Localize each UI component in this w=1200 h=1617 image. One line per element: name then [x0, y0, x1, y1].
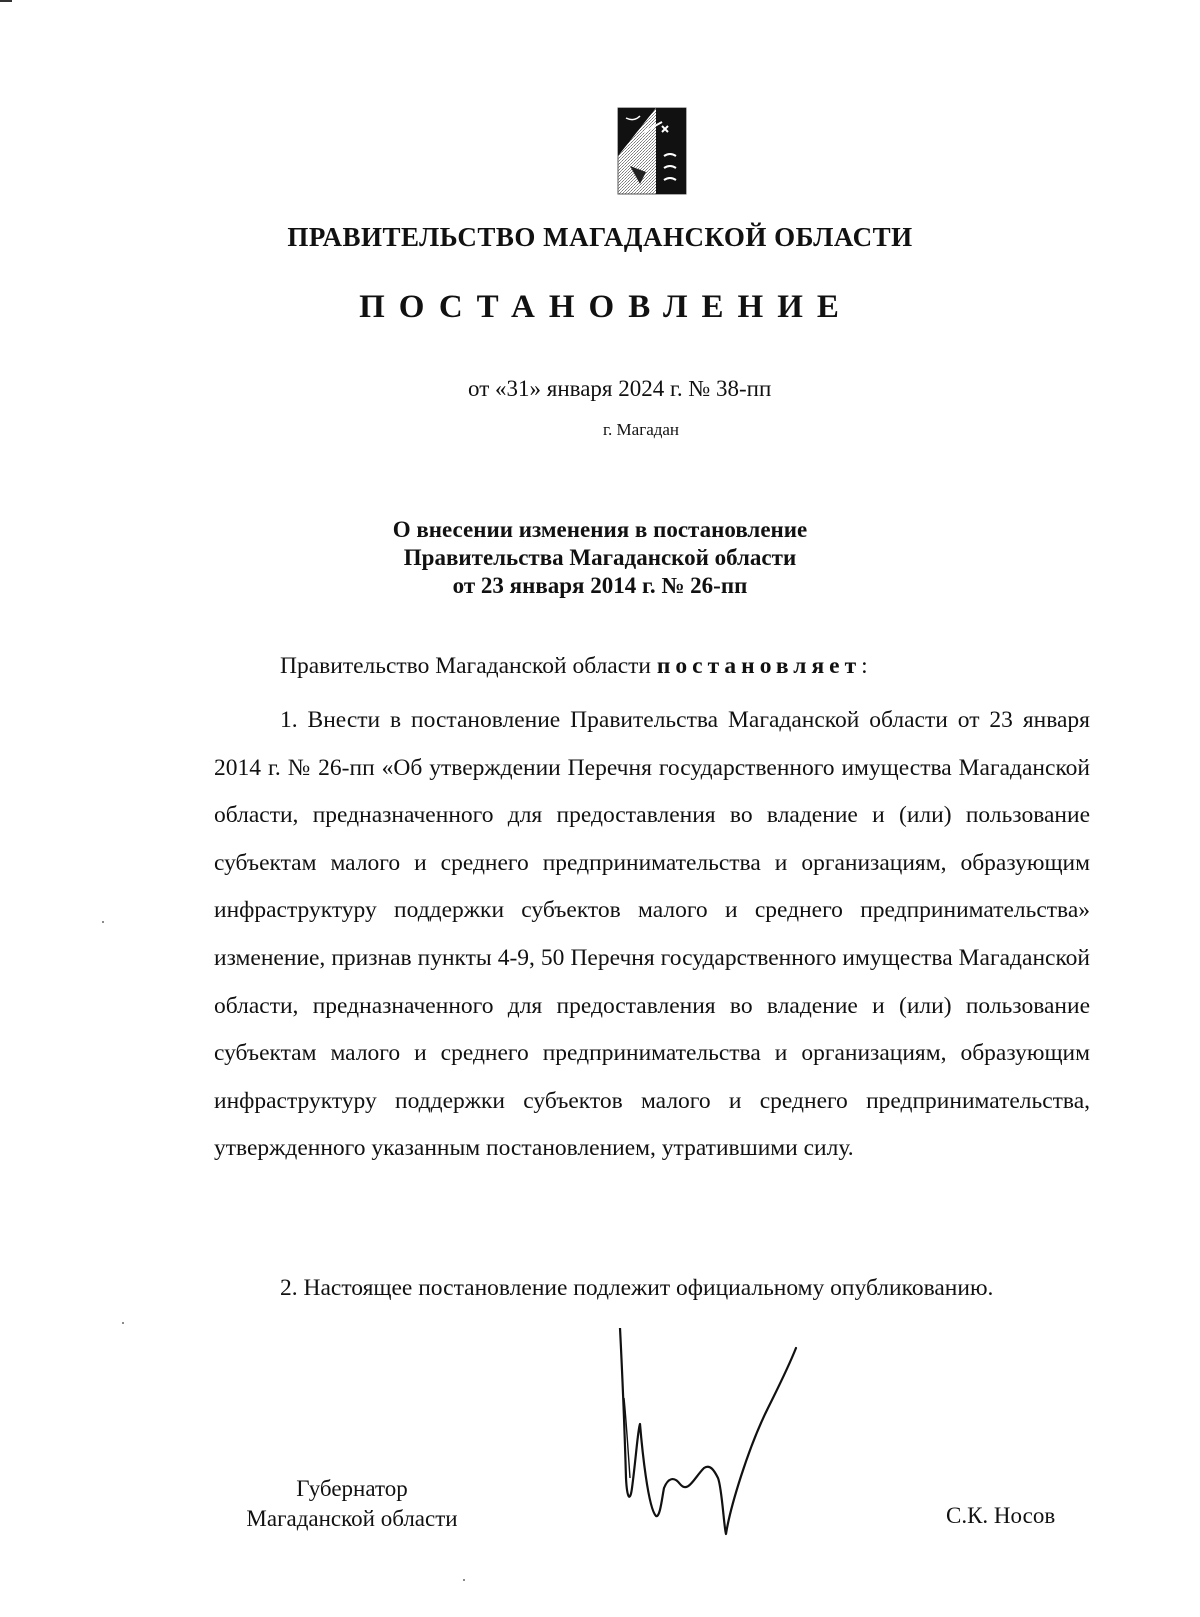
signer-position-line: Губернатор — [296, 1476, 408, 1501]
paragraph-2 — [214, 1265, 1090, 1313]
signer-name: С.К. Носов — [946, 1503, 1056, 1528]
signer-position — [222, 1474, 482, 1534]
document-subject — [300, 516, 900, 600]
signer-position-line: Магаданской области — [246, 1506, 458, 1531]
paragraph-1-text: 1. Внести в постановление Правительства Магаданской области от 23 января 2014 г. № 26-пп «Об утверждении Перечня государственного имущества Магаданской области, предназначенного для предоставления во владение и (или) пользование субъектам малого и среднего предпринимательства и организациям, образующим инфраструктуру поддержки субъектов малого и среднего предпринимательства» изменение, признав пункты 4-9, 50 Перечня государственного имущества Магаданской области, предназначенного для предоставления во владение и (или) пользование субъектам малого и среднего предпринимательства и организациям, образующим инфраструктуру поддержки субъектов малого и среднего предпринимательства, утвержденного указанным постановлением, утратившими силу. — [214, 707, 1090, 1162]
scan-corner-mark — [0, 0, 12, 2]
scan-speck — [122, 1322, 124, 1324]
handwritten-signature-icon — [618, 1328, 838, 1538]
scan-speck — [463, 1579, 465, 1581]
document-type-heading: ПОСТАНОВЛЕНИЕ — [359, 289, 853, 325]
paragraph-1 — [214, 697, 1090, 1173]
document-date-number: от «31» января 2024 г. № 38-пп — [468, 376, 772, 401]
preamble-prefix: Правительство Магаданской области — [280, 653, 651, 679]
coat-of-arms-icon — [616, 106, 688, 196]
subject-line: О внесении изменения в постановление — [392, 517, 808, 542]
preamble-verb: постановляет — [656, 653, 862, 679]
subject-line: Правительства Магаданской области — [403, 545, 797, 570]
paragraph-2-text: 2. Настоящее постановление подлежит официальному опубликованию. — [280, 1275, 994, 1301]
government-name: ПРАВИТЕЛЬСТВО МАГАДАНСКОЙ ОБЛАСТИ — [287, 222, 913, 252]
document-city: г. Магадан — [603, 420, 680, 439]
preamble — [280, 653, 1090, 680]
preamble-suffix: : — [861, 653, 868, 679]
scan-speck — [102, 921, 104, 923]
subject-line: от 23 января 2014 г. № 26-пп — [452, 573, 748, 598]
